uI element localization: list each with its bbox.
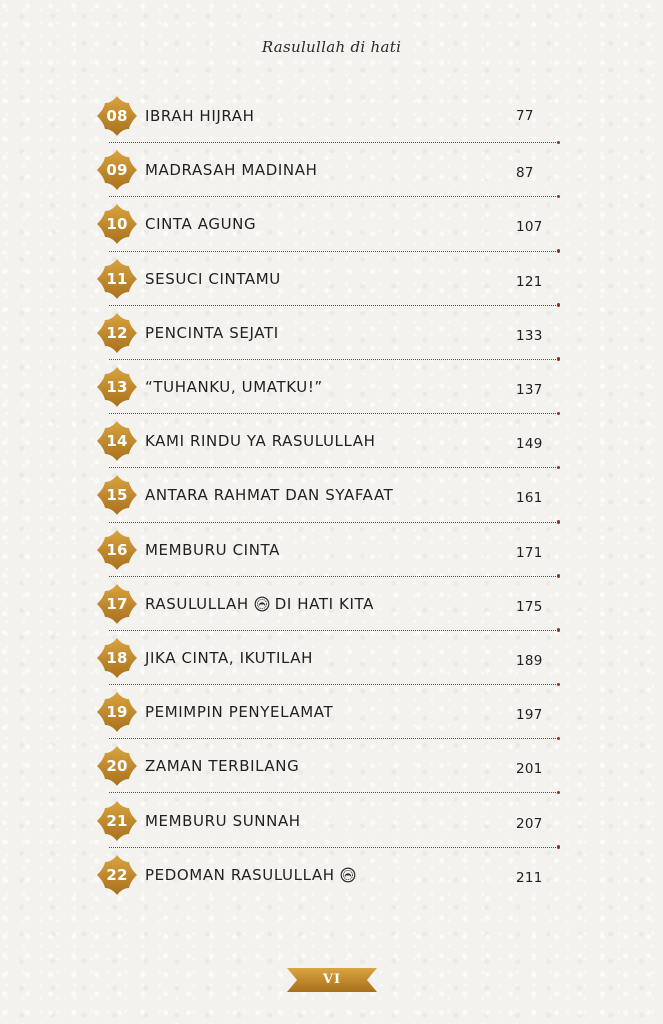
chapter-title-text: “TUHANKU, UMATKU!” xyxy=(145,378,323,397)
chapter-title-text: PEMIMPIN PENYELAMAT xyxy=(145,703,334,722)
chapter-badge xyxy=(96,95,138,137)
chapter-number: 18 xyxy=(106,648,128,667)
folio-number: VI xyxy=(322,972,342,987)
table-of-contents xyxy=(96,89,556,902)
chapter-title xyxy=(145,161,317,179)
chapter-badge xyxy=(96,203,138,245)
chapter-title-text: JIKA CINTA, IKUTILAH xyxy=(145,648,314,667)
chapter-title-text: SESUCI CINTAMU xyxy=(145,269,281,288)
chapter-title-text: RASULULLAH xyxy=(145,594,249,613)
page-number: 201 xyxy=(516,761,543,778)
chapter-badge xyxy=(96,420,138,462)
chapter-title-text: ANTARA RAHMAT DAN SYAFAAT xyxy=(145,486,394,505)
chapter-badge xyxy=(96,474,138,516)
chapter-title-text: IBRAH HIJRAH xyxy=(145,107,255,126)
page-number: 87 xyxy=(516,165,534,182)
chapter-title xyxy=(145,486,393,504)
chapter-number: 12 xyxy=(106,323,128,342)
page-number: 197 xyxy=(516,707,543,724)
chapter-title-text: MEMBURU CINTA xyxy=(145,540,280,559)
chapter-number: 19 xyxy=(106,703,128,722)
chapter-badge xyxy=(96,149,138,191)
chapter-title-text: PEDOMAN RASULULLAH xyxy=(145,865,335,884)
chapter-number: 09 xyxy=(106,161,128,180)
page-number: 121 xyxy=(516,273,543,290)
chapter-title-text: PENCINTA SEJATI xyxy=(145,323,279,342)
toc-entry[interactable] xyxy=(96,848,556,902)
page-number: 133 xyxy=(516,327,543,344)
chapter-number: 21 xyxy=(106,811,128,830)
page-number: 171 xyxy=(516,544,543,561)
chapter-badge xyxy=(96,745,138,787)
chapter-title xyxy=(145,378,323,396)
chapter-badge xyxy=(96,258,138,300)
toc-entry[interactable] xyxy=(96,252,556,306)
chapter-title xyxy=(145,270,281,288)
page-folio xyxy=(287,968,377,992)
chapter-number: 17 xyxy=(106,594,128,613)
page-number: 77 xyxy=(516,108,534,125)
toc-entry[interactable] xyxy=(96,197,556,251)
chapter-badge xyxy=(96,854,138,896)
chapter-number: 16 xyxy=(106,540,128,559)
toc-entry[interactable] xyxy=(96,306,556,360)
chapter-number: 08 xyxy=(106,107,128,126)
chapter-number: 14 xyxy=(106,432,128,451)
toc-entry[interactable] xyxy=(96,793,556,847)
chapter-title xyxy=(145,649,313,667)
chapter-number: 11 xyxy=(106,269,128,288)
page-number: 189 xyxy=(516,652,543,669)
chapter-title xyxy=(145,757,299,775)
chapter-title xyxy=(145,866,356,884)
page-number: 107 xyxy=(516,219,543,236)
page-number: 175 xyxy=(516,598,543,615)
chapter-title xyxy=(145,324,279,342)
page-number: 207 xyxy=(516,815,543,832)
chapter-badge xyxy=(96,366,138,408)
chapter-title-text: CINTA AGUNG xyxy=(145,215,257,234)
chapter-title xyxy=(145,107,255,125)
chapter-title xyxy=(145,215,256,233)
page-number: 149 xyxy=(516,436,543,453)
chapter-title xyxy=(145,541,280,559)
toc-entry[interactable] xyxy=(96,739,556,793)
chapter-badge xyxy=(96,691,138,733)
chapter-title-text: MEMBURU SUNNAH xyxy=(145,811,301,830)
chapter-title-text: KAMI RINDU YA RASULULLAH xyxy=(145,432,376,451)
chapter-title xyxy=(145,595,374,613)
chapter-title-text: ZAMAN TERBILANG xyxy=(145,757,300,776)
chapter-title xyxy=(145,432,376,450)
chapter-number: 13 xyxy=(106,378,128,397)
running-head: Rasulullah di hati xyxy=(261,38,402,56)
page-number: 161 xyxy=(516,490,543,507)
chapter-title-text: MADRASAH MADINAH xyxy=(145,161,318,180)
chapter-number: 15 xyxy=(106,486,128,505)
toc-entry[interactable] xyxy=(96,360,556,414)
toc-entry[interactable] xyxy=(96,685,556,739)
chapter-badge xyxy=(96,583,138,625)
chapter-badge xyxy=(96,637,138,679)
chapter-number: 22 xyxy=(106,865,128,884)
toc-entry[interactable] xyxy=(96,577,556,631)
page-number: 137 xyxy=(516,382,543,399)
toc-entry[interactable] xyxy=(96,143,556,197)
chapter-title-text-after: DI HATI KITA xyxy=(274,594,374,613)
toc-entry[interactable] xyxy=(96,89,556,143)
chapter-badge xyxy=(96,312,138,354)
chapter-number: 20 xyxy=(106,757,128,776)
toc-entry[interactable] xyxy=(96,631,556,685)
toc-entry[interactable] xyxy=(96,523,556,577)
chapter-number: 10 xyxy=(106,215,128,234)
salawat-seal-icon xyxy=(254,596,270,612)
chapter-title xyxy=(145,703,333,721)
salawat-seal-icon xyxy=(340,867,356,883)
page-number: 211 xyxy=(516,869,543,886)
chapter-title xyxy=(145,812,301,830)
toc-entry[interactable] xyxy=(96,414,556,468)
toc-entry[interactable] xyxy=(96,468,556,522)
chapter-badge xyxy=(96,800,138,842)
chapter-badge xyxy=(96,529,138,571)
